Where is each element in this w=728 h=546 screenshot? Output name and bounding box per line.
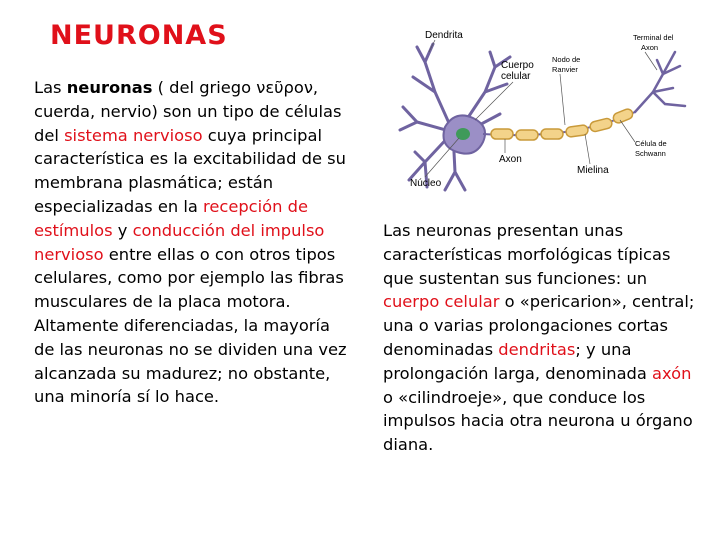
label-schwann-2: Schwann [635, 149, 666, 158]
text-segment: ; y una prolongación larga, denominada [383, 339, 653, 383]
link-sistema-nervioso[interactable]: sistema nervioso [64, 125, 203, 145]
label-nodo: Nodo de [552, 55, 581, 64]
text-segment: y [112, 220, 133, 240]
label-terminal: Terminal del [633, 33, 674, 42]
link-cuerpo-celular[interactable]: cuerpo celular [383, 292, 500, 312]
text-segment: ( del griego νεῦρον, cuerda, nervio) son un tipo de células del [34, 78, 342, 145]
myelin-sheath [491, 108, 634, 140]
text-segment: o «cilindroeje», que conduce los impulsos hacia otra neurona u órgano diana. [383, 387, 693, 455]
text-segment: cuya principal característica es la excitabilidad de su membrana plasmática; están especializadas en la [34, 125, 346, 216]
label-nucleo: Núcleo [410, 178, 442, 189]
label-mielina: Mielina [577, 165, 609, 176]
text-segment: Altamente diferenciadas, la mayoría de las neuronas no se dividen una vez alcanzada su madurez; no obstante, una minoría sí lo hace. [34, 315, 347, 407]
link-recepcion-estimulos[interactable]: recepción de estímulos [34, 196, 308, 240]
label-dendrita: Dendrita [425, 30, 463, 41]
label-celular: celular [501, 71, 531, 82]
leader-lines [425, 40, 657, 177]
right-paragraph [383, 219, 703, 457]
page-title: NEURONAS [50, 20, 228, 51]
text-segment: o «pericarion», central; una o varias prolongaciones cortas denominadas [383, 292, 695, 359]
link-dendritas[interactable]: dendritas [498, 339, 576, 359]
nucleus [456, 128, 470, 140]
text-segment: Las neuronas presentan unas características morfológicas típicas que sustentan sus funciones: un [383, 221, 671, 288]
label-schwann: Célula de [635, 139, 667, 148]
axon-terminals [635, 52, 685, 112]
neuron-diagram [395, 22, 695, 197]
label-terminal-axon: Axon [641, 43, 659, 52]
label-ranvier: Ranvier [552, 65, 578, 74]
left-paragraph [34, 76, 354, 409]
link-axon[interactable]: axón [652, 363, 692, 383]
term-neuronas: neuronas [66, 78, 153, 97]
link-conduccion-impulso[interactable]: conducción del impulso nervioso [34, 220, 325, 264]
label-axon: Axon [499, 154, 522, 165]
label-cuerpo: Cuerpo [501, 60, 534, 71]
text-segment: entre ellas o con otros tipos celulares, como por ejemplo las fibras musculares de la placa motora. [34, 244, 344, 312]
text-segment: Las [34, 78, 67, 97]
